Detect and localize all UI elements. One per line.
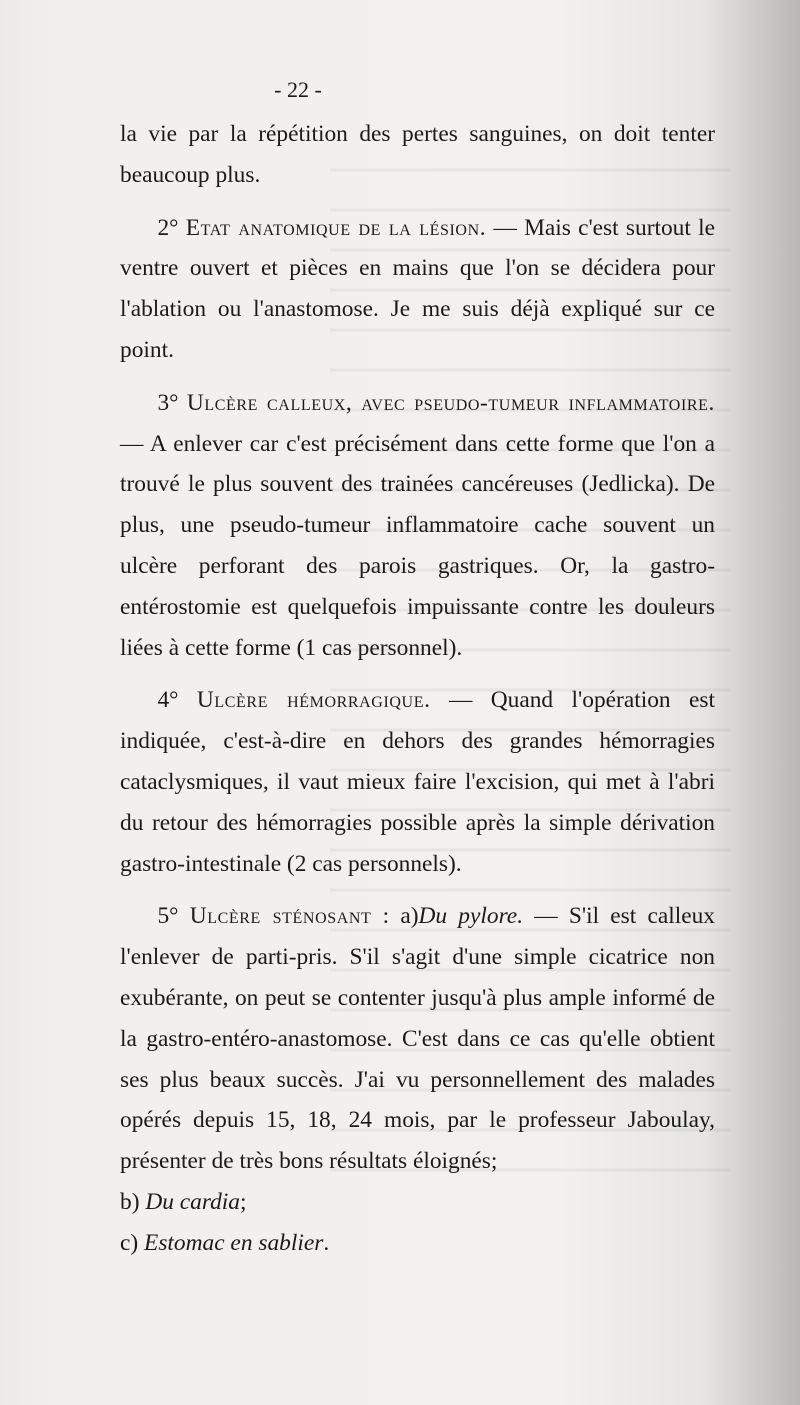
section-heading: Ulcère sténosant (189, 903, 372, 930)
section-heading: Ulcère hémorragique. (196, 687, 431, 714)
list-marker: b) (120, 1188, 140, 1215)
section-4 (120, 680, 715, 884)
subsection-prefix: : a) (382, 903, 419, 930)
section-heading: Ulcère calleux, avec pseudo-tumeur inflammatoire. (186, 389, 715, 416)
section-text: — S'il est calleux l'enlever de parti-pris. S'il s'agit d'une simple cicatrice non exubérante, on peut se contenter jusqu'à plus ample informé de la gastro-entéro-anastomose. C'est dans ce cas qu'elle obtient ses plus beaux succès. J'ai vu personnellement des malades opérés depuis 15, 18, 24 mois, par le professeur Jaboulay, présenter de très bons résultats éloignés; (120, 903, 716, 1175)
section-text: — Mais c'est surtout le ventre ouvert et pièces en mains que l'on se décidera pour l'ablation ou l'anastomose. Je me suis déjà expliqué sur ce point. (120, 214, 715, 363)
section-text: — A enlever car c'est précisément dans cette forme que l'on a trouvé le plus souvent des trainées cancéreuses (Jedlicka). De plus, une pseudo-tumeur inflammatoire cache souvent un ulcère perforant des parois gastriques. Or, la gastro-entérostomie est quelquefois impuissante contre les douleurs liées à cette forme (1 cas personnel). (120, 430, 715, 661)
list-label: Du cardia (145, 1188, 240, 1215)
page-number: - 22 - (274, 77, 322, 102)
section-heading: Etat anatomique de la lésion. (185, 214, 487, 241)
section-number: 5° (157, 903, 179, 930)
paragraph-continuation (120, 114, 715, 196)
list-end: . (323, 1229, 330, 1256)
paragraph-text: la vie par la répétition des pertes sanguines, on doit tenter beaucoup plus. (120, 121, 715, 188)
list-marker: c) (120, 1229, 139, 1256)
section-number: 2° (157, 214, 179, 241)
list-end: ; (240, 1188, 247, 1215)
page-text (120, 70, 715, 1264)
section-3 (120, 383, 715, 669)
list-label: Estomac en sablier (144, 1229, 324, 1256)
section-2 (120, 208, 715, 371)
section-number: 4° (157, 687, 179, 714)
subsection-label: Du pylore. (418, 903, 524, 930)
section-5 (120, 896, 715, 1182)
section-number: 3° (157, 389, 179, 416)
list-item-c (120, 1223, 715, 1264)
section-text: — Quand l'opération est indiquée, c'est-à-dire en dehors des grandes hémorragies cataclysmiques, il vaut mieux faire l'excision, qui met à l'abri du retour des hémorragies possible après la simple dérivation gastro-intestinale (2 cas personnels). (120, 687, 715, 877)
list-item-b (120, 1182, 715, 1223)
